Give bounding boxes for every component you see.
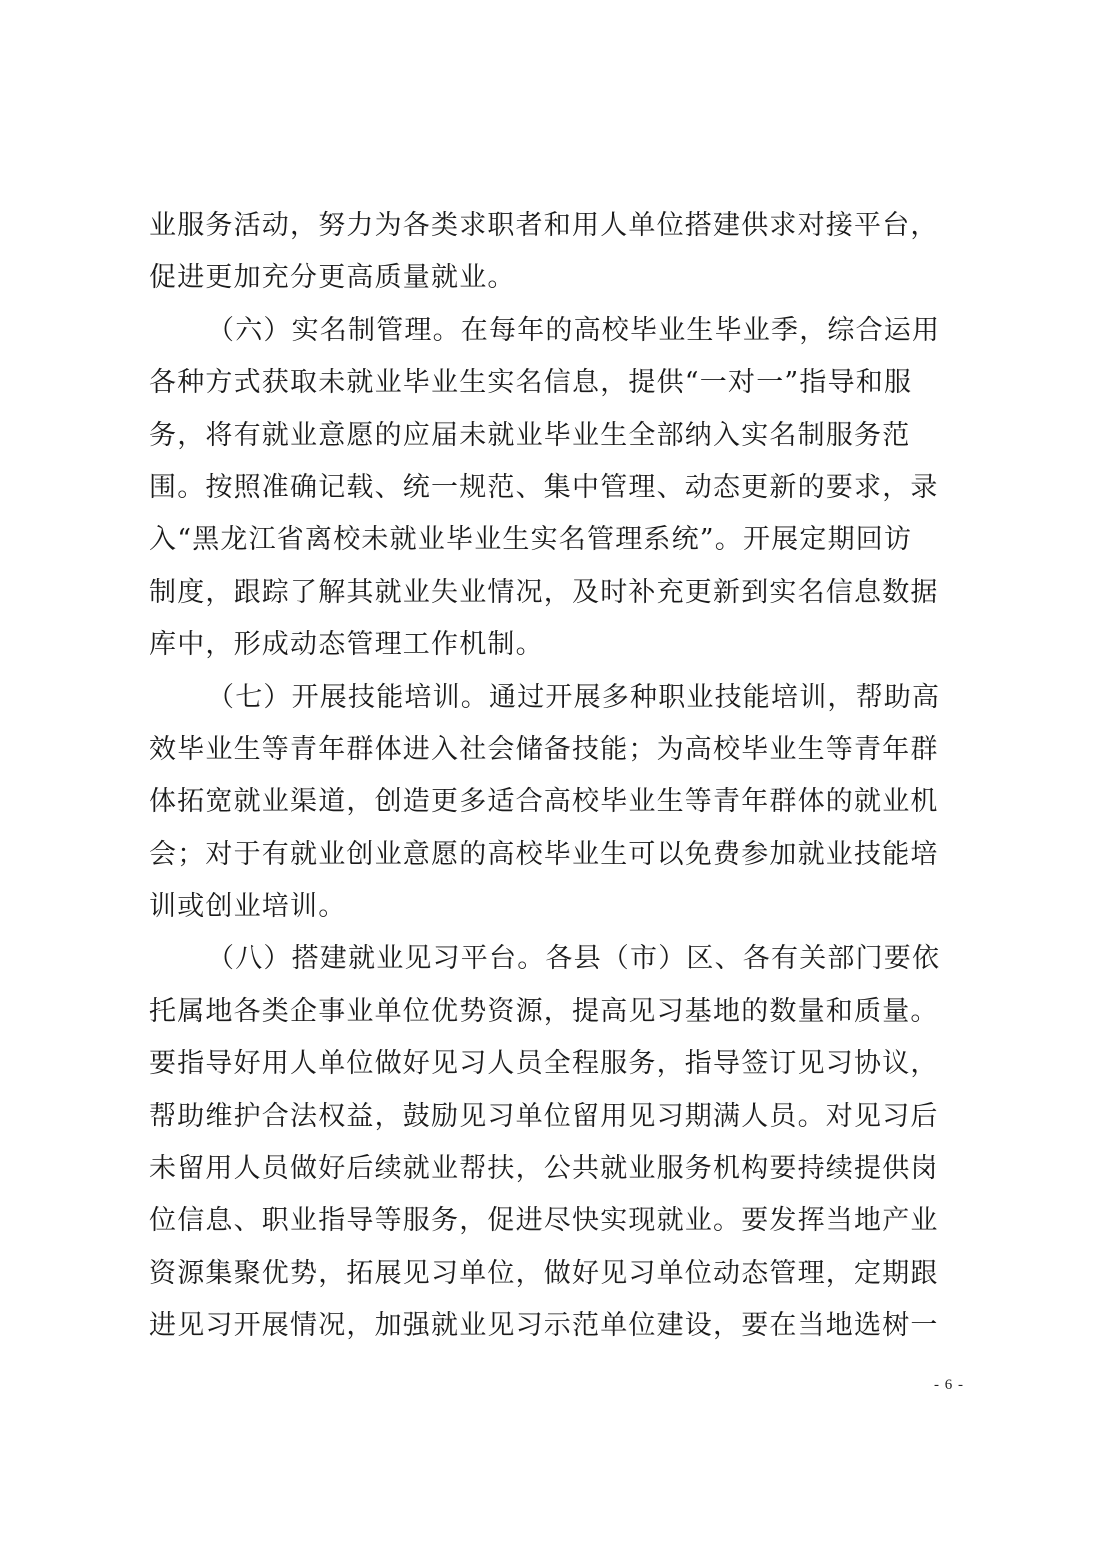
text-line: 位信息、职业指导等服务，促进尽快实现就业。要发挥当地产业	[149, 1205, 939, 1237]
text-line: 制度，跟踪了解其就业失业情况，及时补充更新到实名信息数据	[149, 576, 939, 608]
text-line: 会；对于有就业创业意愿的高校毕业生可以免费参加就业技能培	[149, 838, 939, 870]
text-line: （八）搭建就业见习平台。各县（市）区、各有关部门要依	[207, 943, 941, 975]
text-line: 训或创业培训。	[149, 891, 347, 923]
text-line: 体拓宽就业渠道，创造更多适合高校毕业生等青年群体的就业机	[149, 786, 939, 818]
text-line: 进见习开展情况，加强就业见习示范单位建设，要在当地选树一	[149, 1310, 939, 1342]
text-line: 务，将有就业意愿的应届未就业毕业生全部纳入实名制服务范	[149, 419, 911, 451]
text-line: 促进更加充分更高质量就业。	[149, 262, 516, 294]
text-line: 库中，形成动态管理工作机制。	[149, 629, 544, 661]
text-line: 各种方式获取未就业毕业生实名信息，提供“一对一”指导和服	[149, 367, 913, 399]
text-line: 帮助维护合法权益，鼓励见习单位留用见习期满人员。对见习后	[149, 1100, 939, 1132]
text-line: （七）开展技能培训。通过开展多种职业技能培训，帮助高	[207, 681, 941, 713]
text-line: 未留用人员做好后续就业帮扶，公共就业服务机构要持续提供岗	[149, 1153, 939, 1185]
text-line: 托属地各类企事业单位优势资源，提高见习基地的数量和质量。	[149, 995, 939, 1027]
text-line: 围。按照准确记载、统一规范、集中管理、动态更新的要求，录	[149, 471, 939, 503]
text-line: 资源集聚优势，拓展见习单位，做好见习单位动态管理，定期跟	[149, 1257, 939, 1289]
body-text	[149, 200, 965, 1353]
text-line: 业服务活动，努力为各类求职者和用人单位搭建供求对接平台，	[149, 210, 939, 241]
text-line: 效毕业生等青年群体进入社会储备技能；为高校毕业生等青年群	[149, 733, 939, 765]
text-line: 入“黑龙江省离校未就业毕业生实名管理系统”。开展定期回访	[149, 524, 913, 556]
text-line: （六）实名制管理。在每年的高校毕业生毕业季，综合运用	[207, 314, 941, 346]
page-number: - 6 -	[934, 1377, 964, 1393]
text-line: 要指导好用人单位做好见习人员全程服务，指导签订见习协议，	[149, 1048, 939, 1080]
